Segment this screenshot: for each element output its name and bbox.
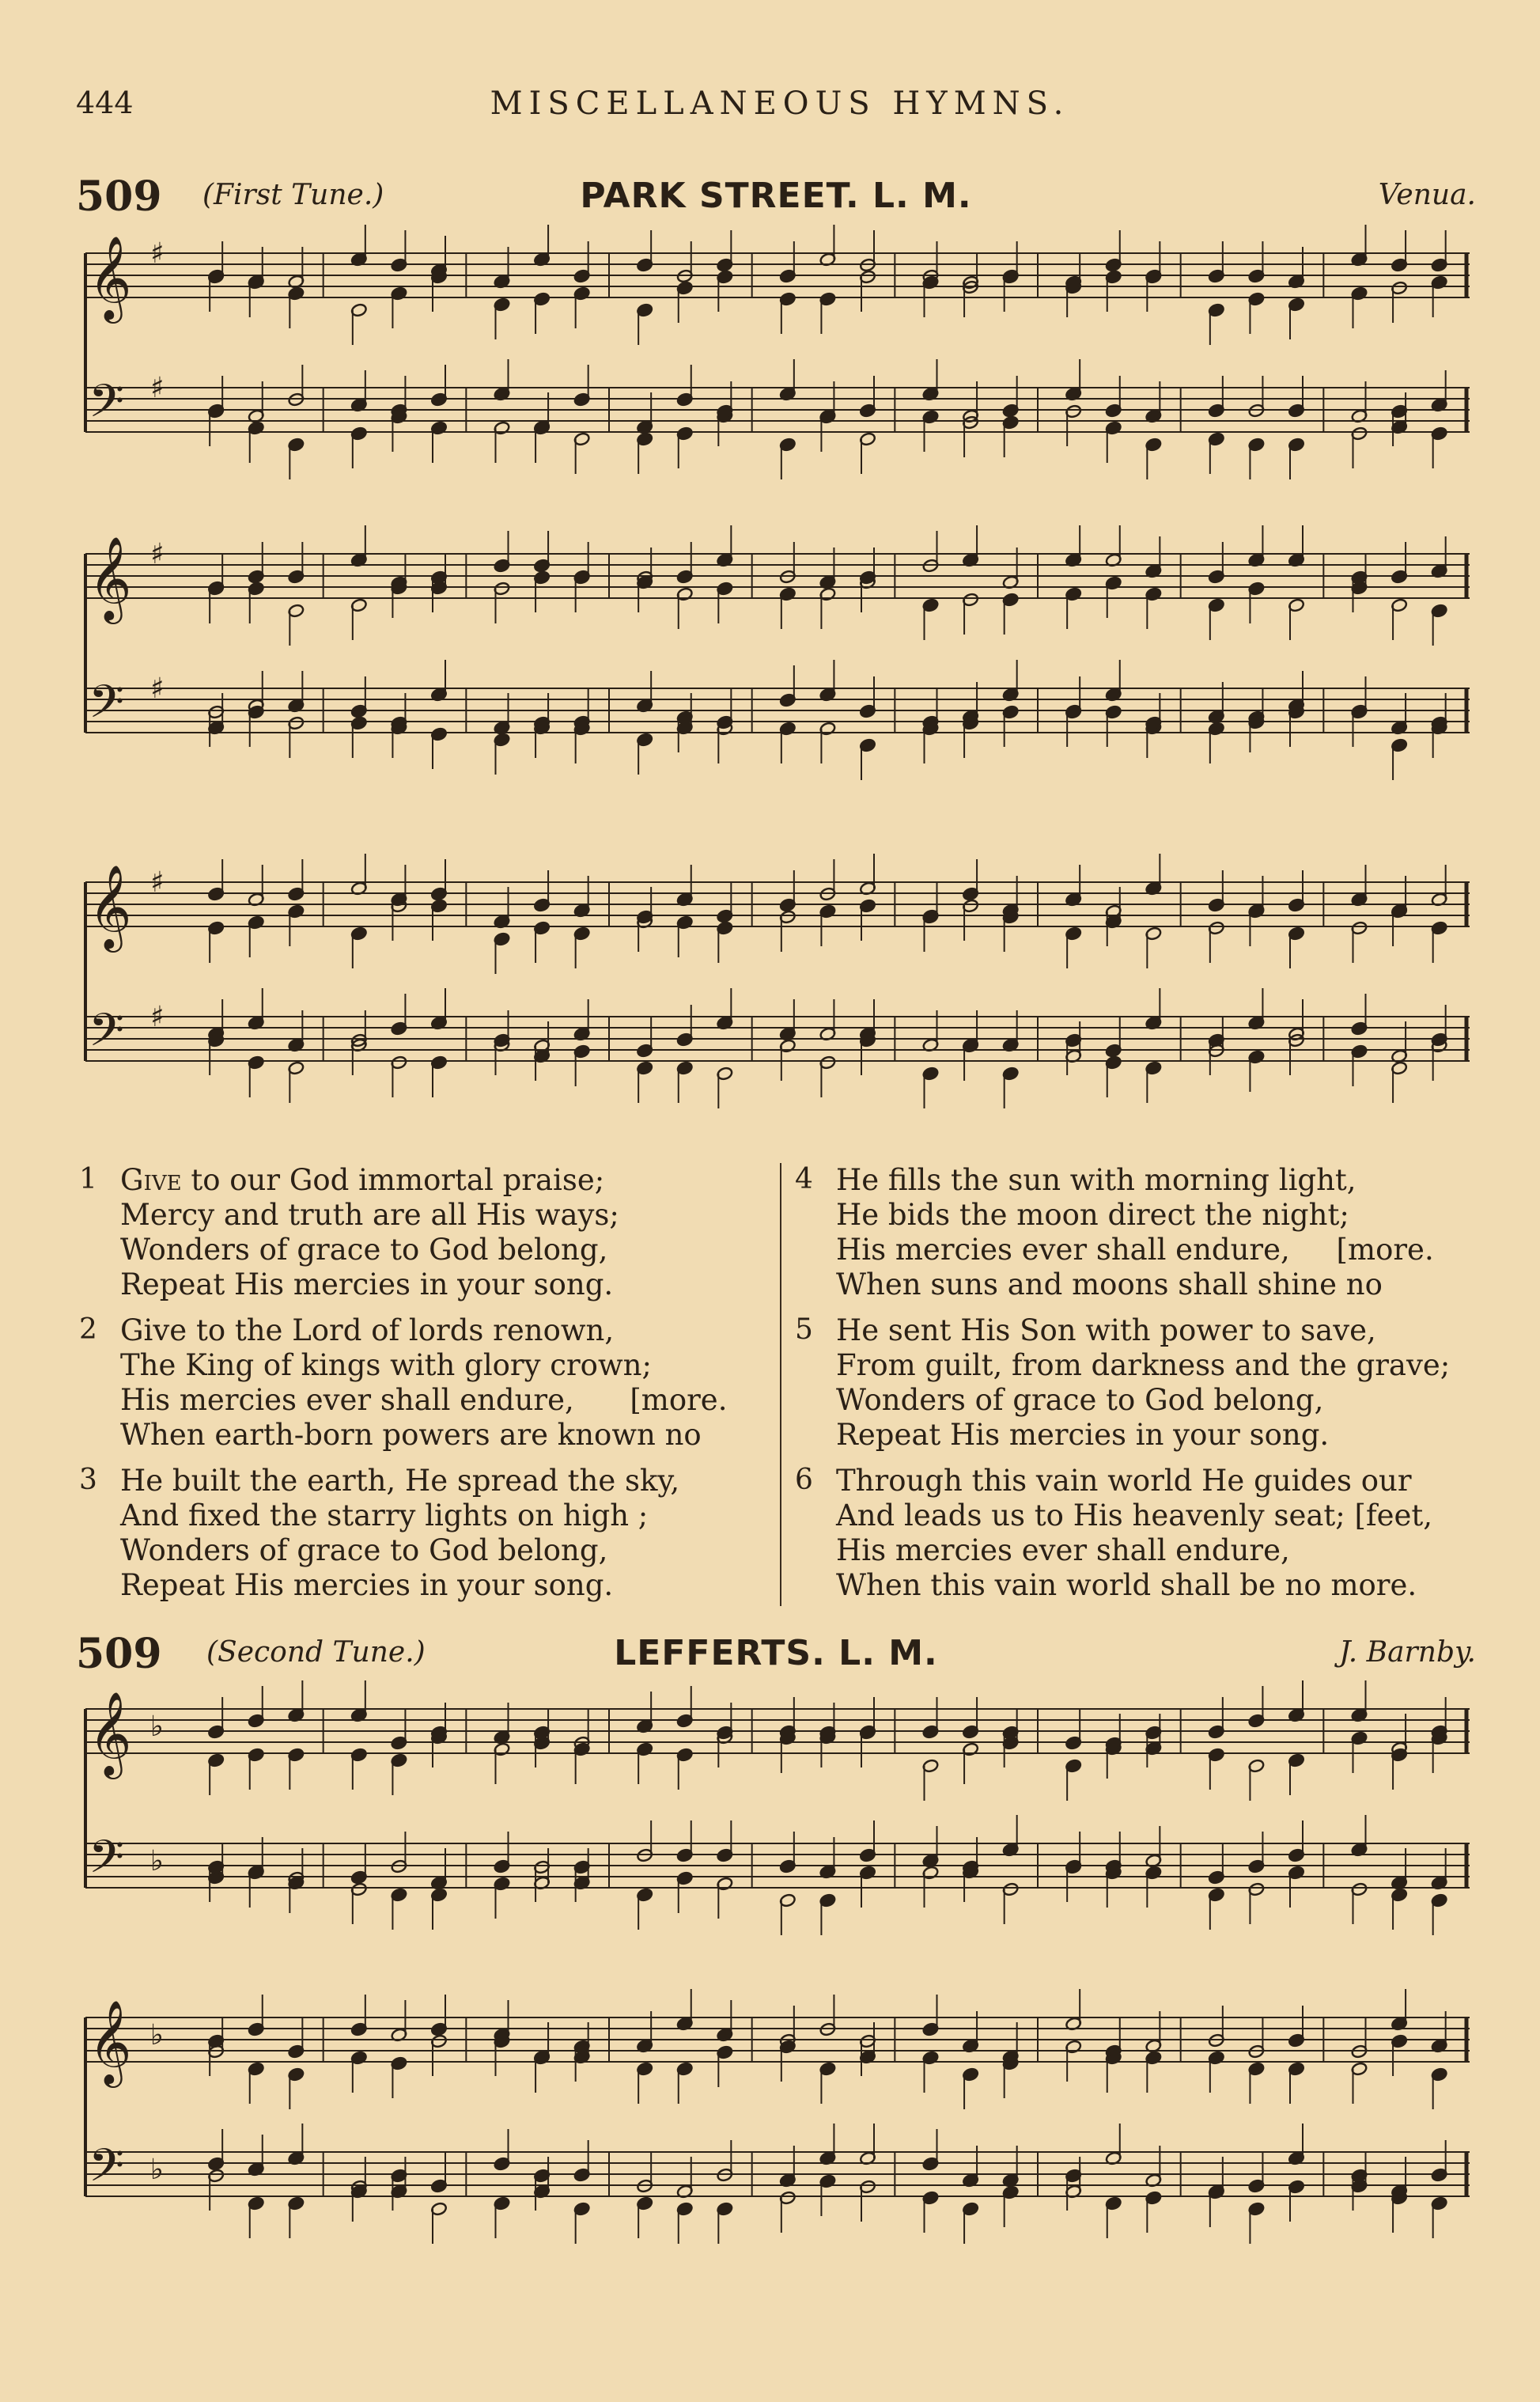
verse-3 — [79, 1464, 767, 1603]
tune-title: LEFFERTS. L. M. — [614, 1633, 938, 1673]
verse-line: Mercy and truth are all His ways; — [120, 1198, 619, 1232]
verse-column-left — [79, 1163, 767, 1614]
verse-6 — [795, 1464, 1483, 1603]
page-number: 444 — [76, 85, 134, 120]
key-signature: ♭ — [150, 2154, 164, 2186]
treble-clef: 𝄞 — [89, 536, 132, 620]
treble-clef: 𝄞 — [89, 235, 132, 320]
tune-note: (Second Tune.) — [206, 1636, 426, 1669]
music-system-svg — [78, 222, 1478, 506]
key-signature: ♯ — [150, 1001, 165, 1033]
verse-5 — [795, 1313, 1483, 1453]
music-system-svg — [78, 522, 1478, 807]
music-system-svg — [78, 851, 1478, 1135]
music-system-5 — [78, 1986, 1478, 2286]
verse-line: He built the earth, He spread the sky, — [120, 1464, 680, 1498]
music-system-3 — [78, 851, 1478, 1135]
verse-line: Give to the Lord of lords renown, — [120, 1313, 615, 1347]
bass-clef: 𝄢 — [89, 374, 125, 439]
verse-line: When this vain world shall be no more. — [836, 1568, 1417, 1602]
verse-column-right — [795, 1163, 1483, 1614]
treble-clef: 𝄞 — [89, 864, 132, 949]
verses — [79, 1163, 1479, 1606]
verse-2 — [79, 1313, 767, 1453]
composer: Venua. — [1378, 179, 1476, 211]
music-system-2 — [78, 522, 1478, 807]
verse-number: 1 — [79, 1163, 97, 1195]
key-signature: ♭ — [150, 2019, 164, 2052]
verse-line: When earth-born powers are known no — [120, 1418, 702, 1452]
verse-line: Wonders of grace to God belong, — [120, 1233, 608, 1267]
column-divider — [780, 1163, 781, 1606]
hymn-heading-second — [76, 1630, 1476, 1677]
verse-line: Repeat His mercies in your song. — [120, 1568, 614, 1602]
bass-clef: 𝄢 — [89, 675, 125, 740]
verse-number: 3 — [79, 1464, 97, 1496]
key-signature: ♯ — [150, 237, 165, 270]
key-signature: ♯ — [150, 538, 165, 570]
verse-line: His mercies ever shall endure, [more. — [120, 1383, 728, 1417]
music-system-svg — [78, 1677, 1478, 1962]
verse-line: Repeat His mercies in your song. — [120, 1267, 614, 1301]
verse-line: From guilt, from darkness and the grave; — [836, 1348, 1451, 1382]
key-signature: ♯ — [150, 672, 165, 705]
treble-clef: 𝄞 — [89, 1691, 132, 1775]
tune-note: (First Tune.) — [202, 179, 384, 211]
hymn-number: 509 — [76, 1630, 162, 1678]
verse-number: 6 — [795, 1464, 813, 1496]
verse-line: He sent His Son with power to save, — [836, 1313, 1376, 1347]
verse-line: And leads us to His heavenly seat; [feet, — [836, 1498, 1433, 1533]
music-system-1 — [78, 222, 1478, 506]
verse-number: 2 — [79, 1313, 97, 1346]
verse-line: Repeat His mercies in your song. — [836, 1418, 1330, 1452]
verse-line: The King of kings with glory crown; — [120, 1348, 652, 1382]
verse-1 — [79, 1163, 767, 1302]
verse-4 — [795, 1163, 1483, 1302]
music-system-svg — [78, 1986, 1478, 2286]
verse-line: Through this vain world He guides our — [836, 1464, 1412, 1498]
page-title: MISCELLANEOUS HYMNS. — [490, 85, 1070, 122]
verse-line: When suns and moons shall shine no — [836, 1267, 1383, 1301]
composer: J. Barnby. — [1339, 1636, 1476, 1669]
music-system-4 — [78, 1677, 1478, 1962]
bass-clef: 𝄢 — [89, 1003, 125, 1068]
verse-number: 4 — [795, 1163, 813, 1195]
hymn-number: 509 — [76, 172, 162, 221]
bass-clef: 𝄢 — [89, 2139, 125, 2203]
verse-line: He bids the moon direct the night; — [836, 1198, 1349, 1232]
verse-line: His mercies ever shall endure, — [836, 1533, 1290, 1567]
verse-line: Wonders of grace to God belong, — [836, 1383, 1324, 1417]
key-signature: ♯ — [150, 866, 165, 899]
verse-line: His mercies ever shall endure, [more. — [836, 1233, 1434, 1267]
verse-line: And fixed the starry lights on high ; — [120, 1498, 649, 1533]
key-signature: ♯ — [150, 372, 165, 404]
tune-title: PARK STREET. L. M. — [580, 176, 972, 216]
bass-clef: 𝄢 — [89, 1830, 125, 1895]
hymn-heading-first — [76, 172, 1476, 220]
treble-clef: 𝄞 — [89, 1999, 132, 2084]
key-signature: ♭ — [150, 1711, 164, 1743]
verse-number: 5 — [795, 1313, 813, 1346]
verse-line: Wonders of grace to God belong, — [120, 1533, 608, 1567]
key-signature: ♭ — [150, 1845, 164, 1877]
verse-line: Give to our God immortal praise; — [120, 1163, 605, 1197]
verse-line: He fills the sun with morning light, — [836, 1163, 1356, 1197]
